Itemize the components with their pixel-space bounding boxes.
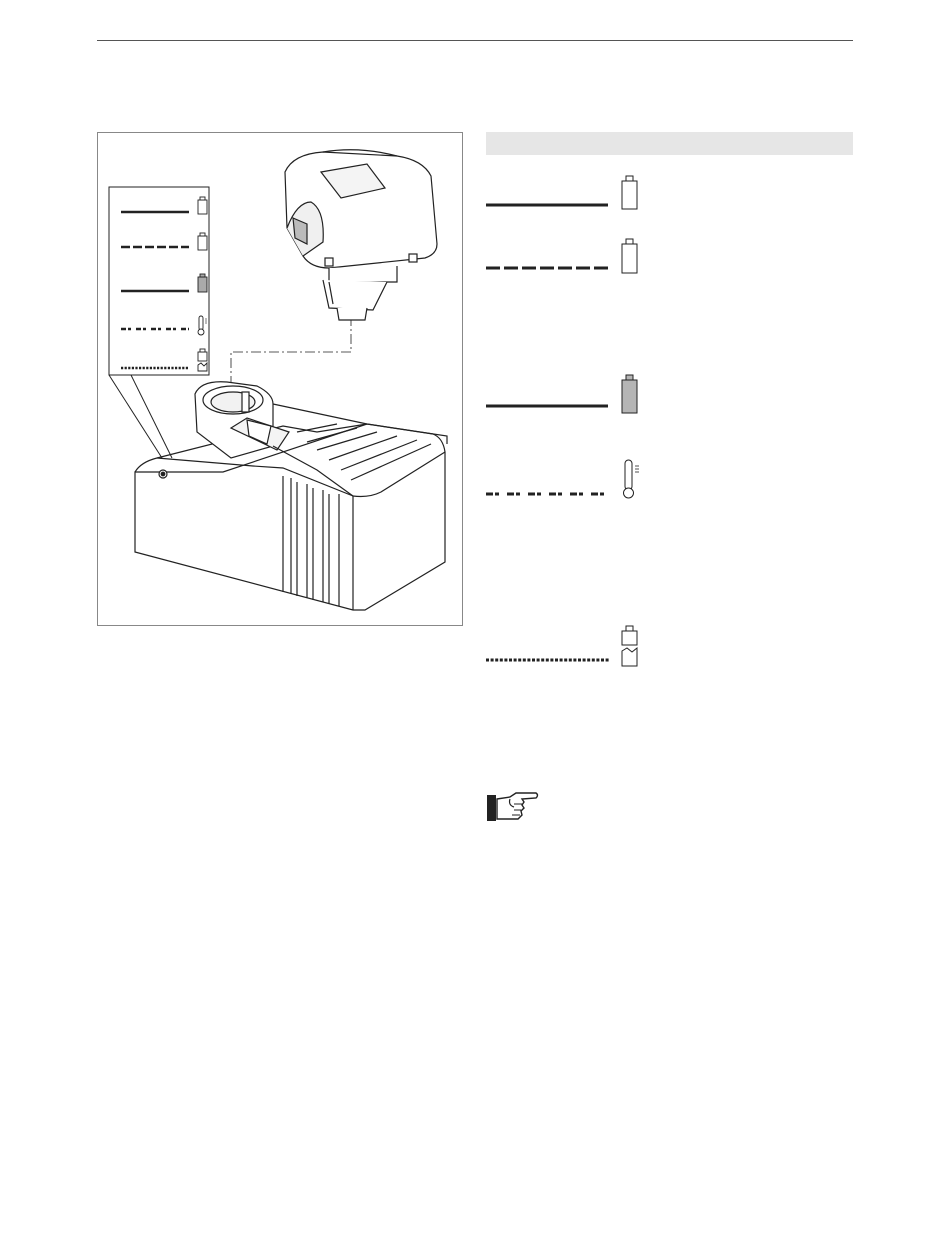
indicator-list — [486, 170, 646, 670]
charger-illustration — [97, 132, 463, 626]
battery-defective-icon — [198, 349, 207, 371]
top-rule — [97, 40, 853, 41]
indicator-row-dotted-defective — [486, 626, 637, 666]
battery-full-icon — [198, 274, 207, 292]
section-header-bar — [486, 132, 853, 155]
alignment-line — [231, 320, 351, 386]
battery-empty-icon — [198, 233, 207, 250]
battery-empty-icon — [198, 197, 207, 214]
battery-defective-icon — [622, 626, 637, 666]
legend-callout — [109, 187, 209, 458]
battery-empty-icon — [622, 176, 637, 209]
battery-pack-drawing — [285, 150, 437, 320]
battery-full-icon — [622, 375, 637, 413]
pointing-hand-icon — [486, 791, 540, 825]
indicator-row-dashed-empty — [486, 239, 637, 273]
indicator-row-solid-full — [486, 375, 637, 413]
indicator-row-solid-empty — [486, 176, 637, 209]
thermometer-icon — [624, 460, 640, 498]
charger-drawing — [135, 382, 447, 610]
indicator-row-dashdot-temp — [486, 460, 639, 498]
battery-empty-icon — [622, 239, 637, 273]
